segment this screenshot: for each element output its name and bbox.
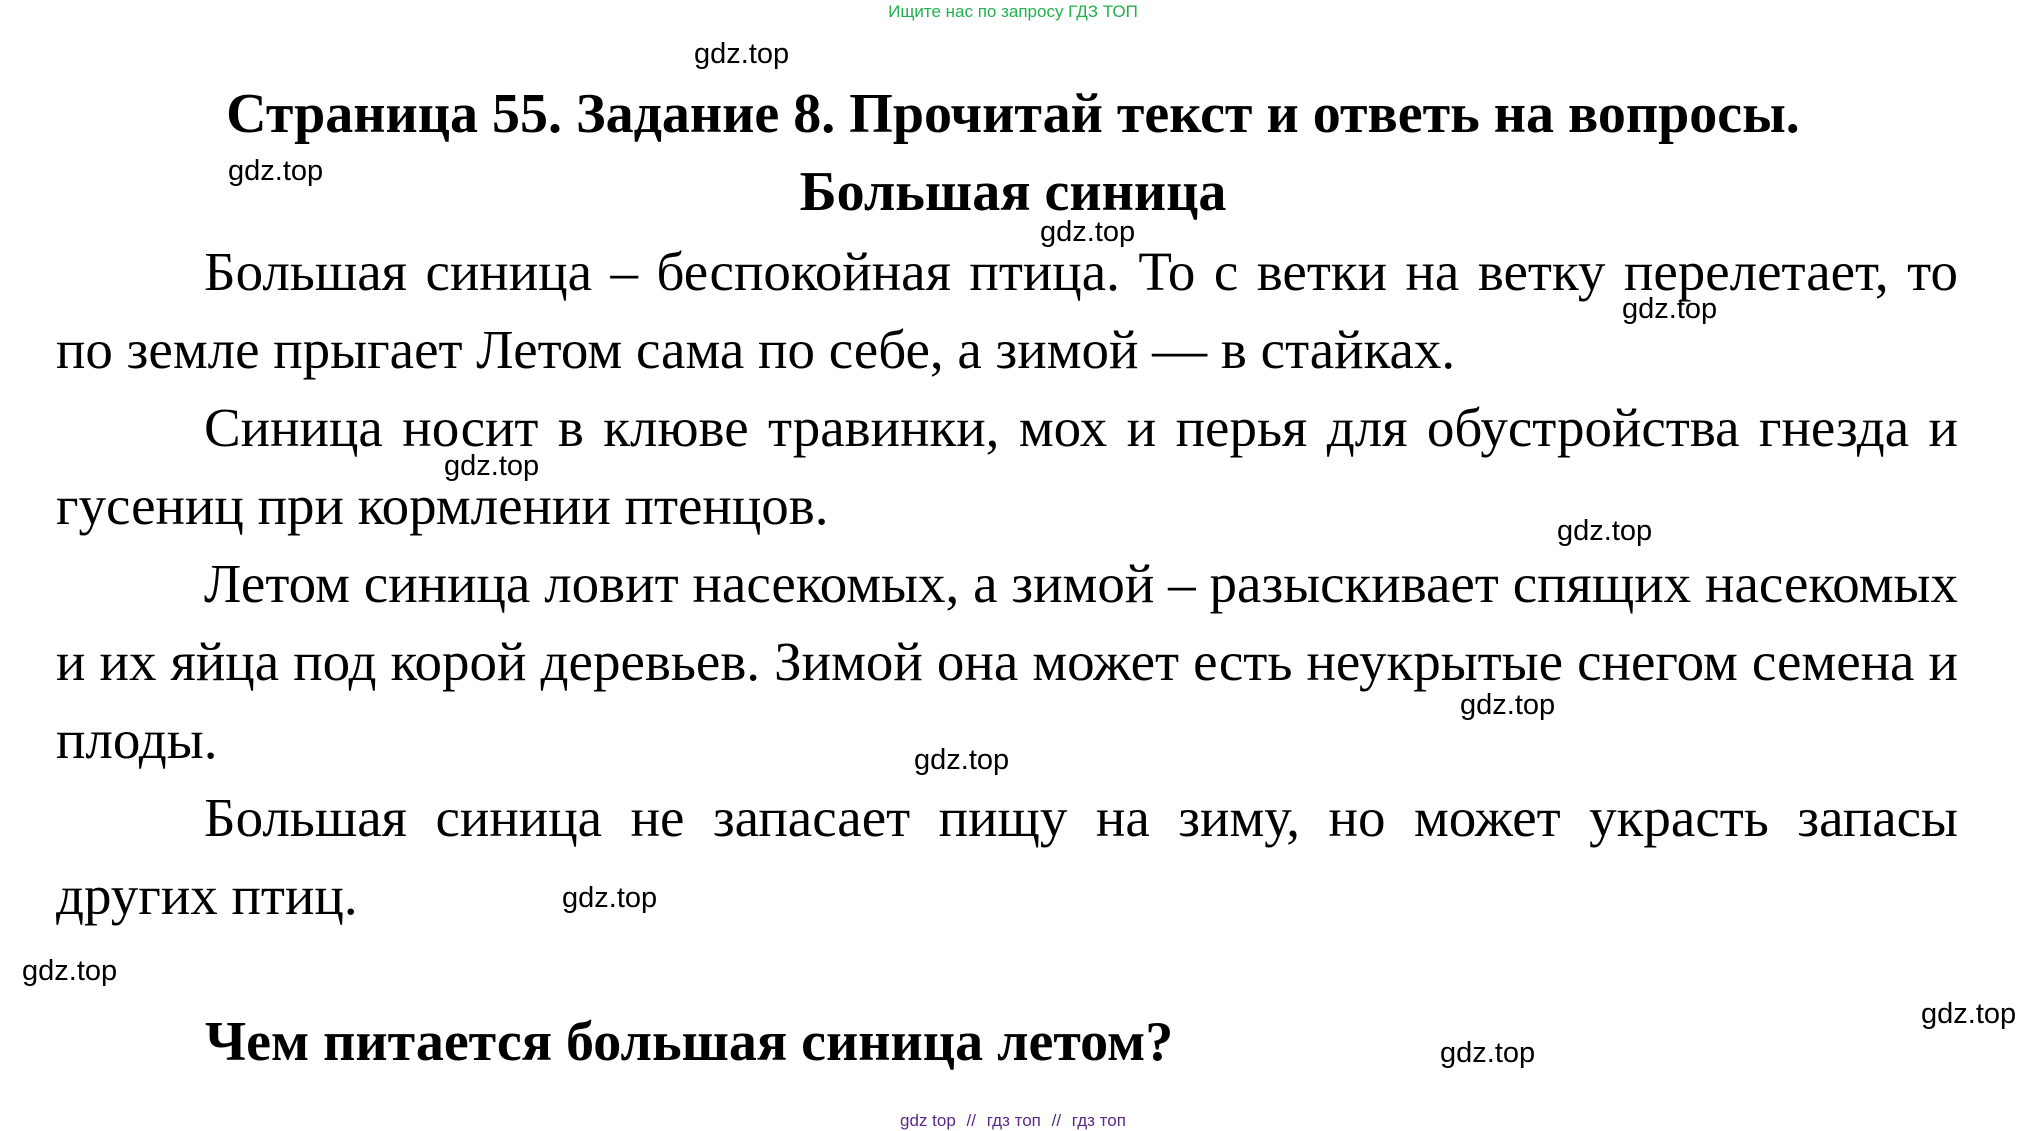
footer-link-3[interactable]: гдз топ: [1071, 1111, 1126, 1130]
watermark: gdz.top: [1557, 515, 1653, 547]
watermark: gdz.top: [1921, 998, 2017, 1030]
watermark: gdz.top: [1460, 689, 1556, 721]
watermark: gdz.top: [1440, 1037, 1536, 1069]
paragraph-2: Синица носит в клюве травинки, мох и перья для обустройства гнезда и гусениц при кормлении птенцов.: [56, 397, 1958, 536]
footer-link-1[interactable]: gdz top: [900, 1111, 956, 1130]
watermark: gdz.top: [694, 38, 790, 70]
search-banner[interactable]: Ищите нас по запросу ГДЗ ТОП: [888, 2, 1138, 21]
watermark: gdz.top: [22, 955, 118, 987]
text-title: Большая синица: [799, 161, 1227, 223]
footer-links: [0, 1111, 2026, 1131]
watermark: gdz.top: [1622, 293, 1718, 325]
question: Чем питается большая синица летом?: [205, 1011, 1174, 1073]
watermark: gdz.top: [914, 744, 1010, 776]
watermark: gdz.top: [1040, 216, 1136, 248]
watermark: gdz.top: [562, 882, 658, 914]
footer-separator: //: [1051, 1111, 1062, 1130]
watermark: gdz.top: [228, 155, 324, 187]
footer-link-2[interactable]: гдз топ: [986, 1111, 1041, 1130]
paragraph-1: Большая синица – беспокойная птица. То с ветки на ветку перелетает, то по земле прыгает Летом сама по себе, а зимой — в стайках.: [56, 241, 1958, 380]
paragraph-3: Летом синица ловит насекомых, а зимой – разыскивает спящих насекомых и их яйца под корой деревьев. Зимой она может есть неукрытые снегом семена и плоды.: [56, 553, 1958, 770]
watermark: gdz.top: [444, 450, 540, 482]
task-title: Страница 55. Задание 8. Прочитай текст и ответь на вопросы.: [226, 83, 1800, 145]
footer-separator: //: [966, 1111, 976, 1130]
paragraph-4: Большая синица не запасает пищу на зиму, но может украсть запасы других птиц.: [56, 787, 1958, 926]
